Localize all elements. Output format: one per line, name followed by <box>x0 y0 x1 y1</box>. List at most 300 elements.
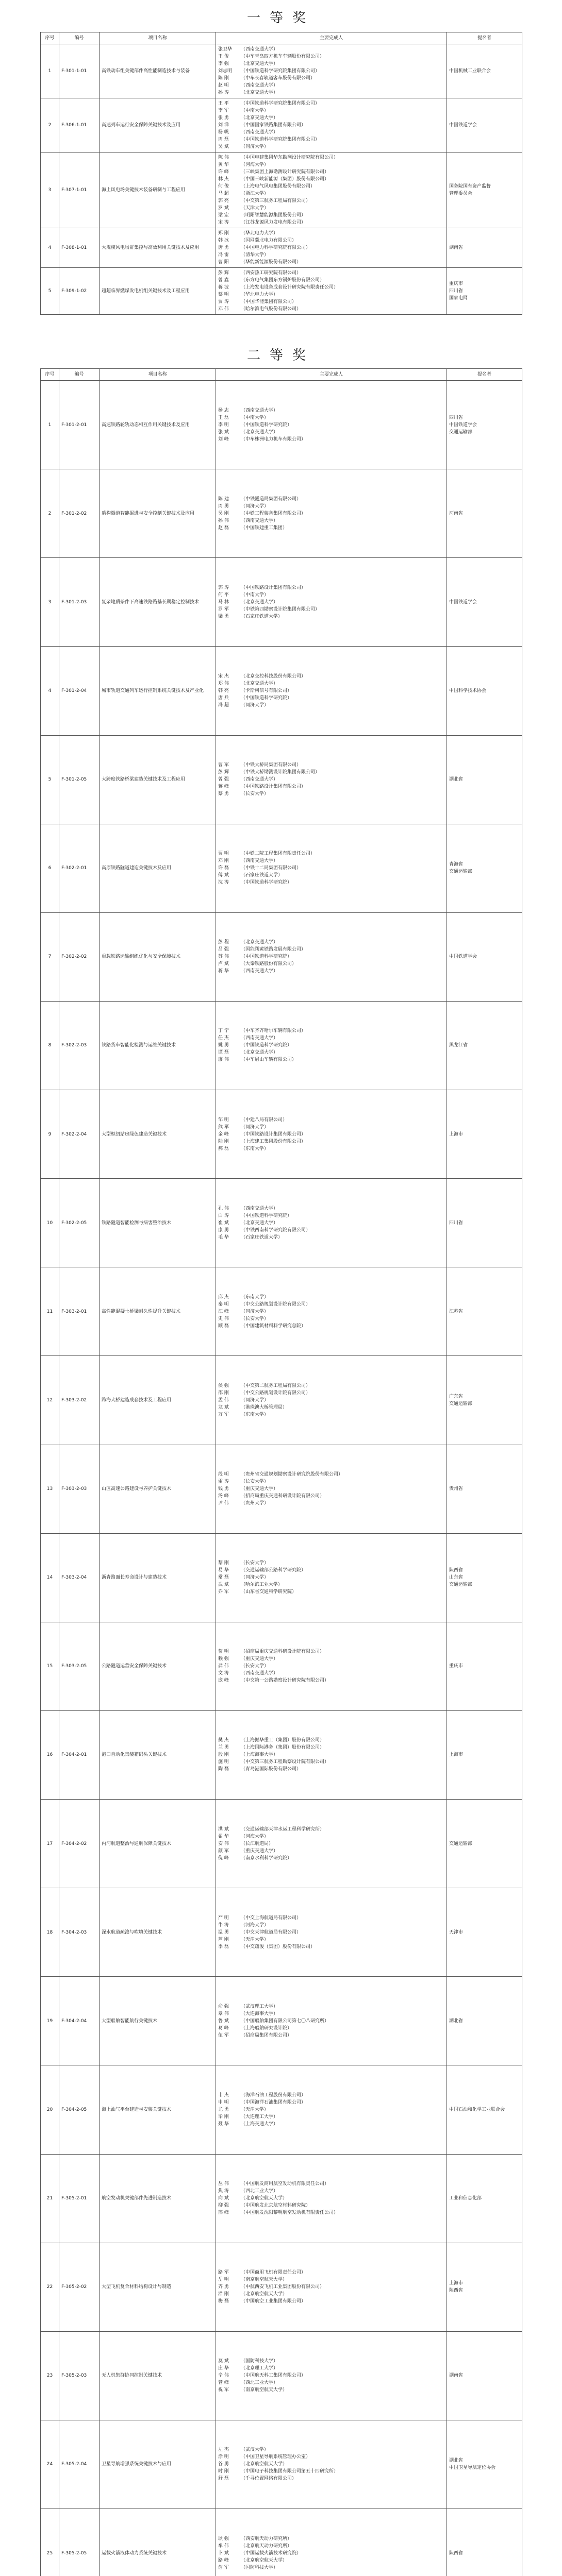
table-row <box>41 2331 522 2420</box>
person-entry <box>218 306 444 313</box>
main-people <box>216 1533 447 1622</box>
person-entry <box>218 136 444 143</box>
nominator-name: 国家电网 <box>449 296 468 301</box>
nominator-name: 上海市 <box>449 2281 464 2286</box>
nominator <box>447 912 522 1001</box>
nominator-name: 交通运输部 <box>449 1401 473 1406</box>
person-name: 龙 斌 <box>218 1404 229 1410</box>
person-name: 曾 鑫 <box>218 278 229 283</box>
main-people <box>216 1800 447 1888</box>
nominator <box>447 735 522 824</box>
person-name: 汤 峰 <box>218 1494 229 1499</box>
project-name: 高速列车运行安全保障关键技术及应用 <box>100 98 216 152</box>
person-organization: （中国铁道科学研究院） <box>241 1213 292 1218</box>
person-organization: （国防科技大学） <box>241 2359 278 2364</box>
table-row <box>41 912 522 1001</box>
person-entry <box>218 1840 444 1848</box>
person-name: 沈 涛 <box>218 880 229 886</box>
person-organization: （中铁大桥局集团有限公司） <box>241 762 302 768</box>
person-organization: （江苏龙源风力发电有限公司） <box>241 220 306 225</box>
nominator <box>447 44 522 98</box>
project-name: 高性能混凝土桥梁耐久性提升关键技术 <box>100 1267 216 1356</box>
person-organization: （同济大学） <box>241 702 269 708</box>
person-name: 舒 磊 <box>218 2476 229 2482</box>
person-name: 尹 伟 <box>218 1501 229 1506</box>
person-name: 路 峰 <box>218 2557 229 2563</box>
person-organization: （中国航发沈阳黎明航空发动机有限责任公司） <box>241 2210 339 2216</box>
person-entry <box>218 865 444 872</box>
person-entry <box>218 2550 444 2557</box>
person-name: 何 俊 <box>218 184 229 189</box>
person-entry <box>218 1826 444 1833</box>
nominator <box>447 1533 522 1622</box>
person-entry <box>218 680 444 687</box>
header-project-name: 项目名称 <box>100 32 216 44</box>
person-entry <box>218 46 444 53</box>
project-code: F-303-2-03 <box>59 1445 100 1533</box>
nominator-name: 重庆市 <box>449 281 464 286</box>
project-code: F-302-2-02 <box>59 912 100 1001</box>
person-name: 彭 辉 <box>218 770 229 775</box>
person-organization: （南京水利科学研究院） <box>241 1855 292 1861</box>
person-entry <box>218 2475 444 2482</box>
person-name: 易 华 <box>218 1568 229 1573</box>
person-organization: （中交上海航道局有限公司） <box>241 1915 302 1921</box>
person-organization: （大秦铁路股份有限公司） <box>241 961 297 967</box>
nominator-name: 湖南省 <box>449 2373 464 2379</box>
person-name: 梅 磊 <box>218 2299 229 2304</box>
person-name: 罗 军 <box>218 606 229 612</box>
person-entry <box>218 702 444 709</box>
person-organization: （北京航空航天大学） <box>241 2196 288 2201</box>
person-organization: （中国航空工业集团有限公司） <box>241 2299 306 2304</box>
person-entry <box>218 190 444 197</box>
person-organization: （北京航空航天大学） <box>241 2292 288 2297</box>
person-organization: （华北电力大学） <box>241 292 278 297</box>
main-people <box>216 152 447 228</box>
person-name: 贾 涛 <box>218 299 229 304</box>
person-entry <box>218 2283 444 2291</box>
nominator-name: 黑龙江省 <box>449 1043 468 1048</box>
person-name: 聂 华 <box>218 2121 229 2127</box>
nominator <box>447 824 522 912</box>
nominator-name: 交通运输部 <box>449 869 473 875</box>
person-organization: （中国铁路设计集团有限公司） <box>241 585 306 590</box>
person-name: 赖 强 <box>218 1656 229 1662</box>
person-organization: （中南大学） <box>241 415 269 420</box>
person-entry <box>218 2535 444 2543</box>
nominator-name: 工业和信息化部 <box>449 2196 482 2201</box>
person-name: 赵 磊 <box>218 525 229 531</box>
person-organization: （上海建工集团股份有限公司） <box>241 1139 306 1144</box>
person-entry <box>218 429 444 436</box>
person-organization: （哈尔滨工业大学） <box>241 1582 283 1588</box>
person-organization: （千寻位置网络有限公司） <box>241 2476 297 2482</box>
table-row <box>41 1533 522 1622</box>
person-entry <box>218 2180 444 2188</box>
person-organization: （卡斯柯信号有限公司） <box>241 688 292 693</box>
person-name: 章 伟 <box>218 2011 229 2016</box>
person-organization: （中交天津航道局有限公司） <box>241 1929 302 1935</box>
table-row <box>41 1800 522 1888</box>
person-organization: （中国铁建重工集团） <box>241 525 288 531</box>
table-row <box>41 1445 522 1533</box>
person-name: 陈 刚 <box>218 76 229 81</box>
nominator-name: 四川省 <box>449 1220 464 1226</box>
nominator-name: 河南省 <box>449 511 464 516</box>
nominator-name: 广东省 <box>449 1394 464 1399</box>
person-organization: （港珠澳大桥管理局） <box>241 1404 288 1410</box>
nominator <box>447 1888 522 1977</box>
main-people <box>216 1710 447 1799</box>
person-name: 焦 涛 <box>218 2189 229 2194</box>
nominator <box>447 2331 522 2420</box>
main-people <box>216 381 447 469</box>
main-people <box>216 2509 447 2576</box>
person-entry <box>218 1145 444 1153</box>
person-name: 罗 斌 <box>218 206 229 211</box>
person-entry <box>218 60 444 67</box>
project-name: 内河航道整治与通航保障关键技术 <box>100 1800 216 1888</box>
second-prize-table <box>40 368 522 2576</box>
project-name: 航空发动机关键部件先进制造技术 <box>100 2154 216 2243</box>
main-people <box>216 1977 447 2065</box>
project-code: F-302-2-03 <box>59 1001 100 1090</box>
person-organization: （上海船舶研究设计院） <box>241 2025 292 2031</box>
person-organization: （长安大学） <box>241 791 269 797</box>
person-name: 丁 宁 <box>218 1028 229 1034</box>
person-organization: （北京理工大学） <box>241 2366 278 2371</box>
person-organization: （河海大学） <box>241 1834 269 1839</box>
person-name: 樊 杰 <box>218 1738 229 1743</box>
person-name: 傅 斌 <box>218 873 229 878</box>
person-name: 彭 辉 <box>218 270 229 276</box>
person-entry <box>218 2543 444 2550</box>
person-name: 卢 斌 <box>218 961 229 967</box>
nominator-name: 中国铁道学会 <box>449 422 477 428</box>
person-name: 黄 华 <box>218 162 229 167</box>
person-organization: （中国卫星导航系统管理办公室） <box>241 2454 311 2460</box>
person-organization: （交通运输部公路科学研究院） <box>241 1568 306 1573</box>
person-entry <box>218 1493 444 1500</box>
person-organization: （西南交通大学） <box>241 1206 278 1211</box>
person-entry <box>218 2446 444 2453</box>
person-entry <box>218 2106 444 2113</box>
person-entry <box>218 1848 444 1855</box>
person-name: 郭 亮 <box>218 198 229 204</box>
person-entry <box>218 2453 444 2461</box>
person-name: 吕 强 <box>218 947 229 953</box>
person-entry <box>218 2092 444 2099</box>
project-name: 海上风电场关键技术装备研制与工程应用 <box>100 152 216 228</box>
person-organization: （中国铁道科学研究院） <box>241 880 292 886</box>
table-header-row <box>41 369 522 381</box>
person-name: 廖 伟 <box>218 1057 229 1063</box>
person-organization: （大连海事大学） <box>241 2011 278 2016</box>
main-people <box>216 1090 447 1179</box>
person-entry <box>218 1301 444 1308</box>
project-code: F-302-2-05 <box>59 1179 100 1267</box>
person-name: 李 强 <box>218 61 229 66</box>
person-entry <box>218 606 444 613</box>
person-organization: （西南交通大学） <box>241 1036 278 1041</box>
person-name: 龚 伟 <box>218 1664 229 1669</box>
person-name: 蒋 波 <box>218 285 229 290</box>
person-entry <box>218 1588 444 1596</box>
person-name: 史 伟 <box>218 1316 229 1321</box>
project-name: 大型枢纽站房绿色建造关键技术 <box>100 1090 216 1179</box>
person-entry <box>218 783 444 790</box>
person-name: 顾 磊 <box>218 1323 229 1329</box>
nominator-name: 山东省 <box>449 1575 464 1581</box>
person-entry <box>218 517 444 524</box>
person-organization: （中车眉山车辆有限公司） <box>241 1057 297 1063</box>
person-organization: （重庆交通大学） <box>241 1848 278 1854</box>
person-organization: （中交疏浚（集团）股份有限公司） <box>241 1944 316 1950</box>
person-organization: （中国铁道科学研究院集团有限公司） <box>241 69 320 74</box>
nominator <box>447 1800 522 1888</box>
nominator <box>447 1090 522 1179</box>
person-organization: （北京交通大学） <box>241 1220 278 1226</box>
person-organization: （上海国际港务（集团）股份有限公司） <box>241 1745 325 1751</box>
person-organization: （重庆交通大学） <box>241 1656 278 1662</box>
person-organization: （中车长春轨道客车股份有限公司） <box>241 76 316 81</box>
row-number: 5 <box>41 268 59 315</box>
person-entry <box>218 1737 444 1744</box>
person-entry <box>218 2276 444 2283</box>
row-number: 3 <box>41 558 59 647</box>
person-entry <box>218 2372 444 2379</box>
project-name: 铁路隧道智能检测与病害整治技术 <box>100 1179 216 1267</box>
person-name: 陈 伟 <box>218 155 229 160</box>
person-name: 管 峰 <box>218 2380 229 2386</box>
person-entry <box>218 1936 444 1943</box>
project-code: F-306-1-01 <box>59 98 100 152</box>
person-organization: （武汉大学） <box>241 2447 269 2453</box>
nominator-name: 交通运输部 <box>449 1582 473 1588</box>
person-organization: （西南交通大学） <box>241 83 278 88</box>
person-entry <box>218 591 444 599</box>
person-name: 张 勇 <box>218 115 229 121</box>
nominator-name: 国务院国有资产监督 <box>449 184 491 189</box>
person-entry <box>218 67 444 75</box>
person-entry <box>218 613 444 620</box>
main-people <box>216 824 447 912</box>
person-name: 蒋 峰 <box>218 784 229 790</box>
person-name: 柳 强 <box>218 2203 229 2209</box>
table-row <box>41 824 522 912</box>
person-organization: （中国铁道科学研究院集团有限公司） <box>241 101 320 106</box>
person-organization: （上海海事大学） <box>241 1752 278 1758</box>
person-entry <box>218 2010 444 2018</box>
row-number: 7 <box>41 912 59 1001</box>
person-name: 文 涛 <box>218 1671 229 1676</box>
nominator-name: 贵州省 <box>449 1486 464 1492</box>
person-name: 颜 军 <box>218 1848 229 1854</box>
person-entry <box>218 2564 444 2571</box>
first-prize-title: 一等奖 <box>246 10 315 26</box>
person-organization: （西南交通大学） <box>241 777 278 783</box>
person-organization: （中国电子科技集团有限公司第五十四研究所） <box>241 2469 339 2475</box>
project-code: F-301-2-03 <box>59 558 100 647</box>
person-organization: （天津大学） <box>241 1937 269 1942</box>
second-prize-title: 二等奖 <box>246 348 315 363</box>
project-code: F-304-2-03 <box>59 1888 100 1977</box>
project-name: 大型船舶智能航行关键技术 <box>100 1977 216 2065</box>
table-row <box>41 2509 522 2576</box>
table-row <box>41 1090 522 1179</box>
person-name: 崔 斌 <box>218 1220 229 1226</box>
person-entry <box>218 1677 444 1684</box>
person-name: 邹 明 <box>218 1117 229 1123</box>
person-entry <box>218 968 444 975</box>
person-organization: （北京交通大学） <box>241 429 278 435</box>
person-name: 宋 杰 <box>218 673 229 679</box>
person-entry <box>218 1116 444 1124</box>
person-name: 莫 斌 <box>218 2359 229 2364</box>
person-name: 洪 斌 <box>218 1826 229 1832</box>
person-name: 姚 勇 <box>218 1043 229 1048</box>
person-organization: （国能朔黄铁路发展有限公司） <box>241 947 306 953</box>
person-organization: （中国三峡新能源（集团）股份有限公司） <box>241 177 329 182</box>
project-code: F-308-1-01 <box>59 228 100 268</box>
person-entry <box>218 1389 444 1397</box>
project-name: 大型飞机复合材料结构设计与制造 <box>100 2243 216 2331</box>
person-name: 周 磊 <box>218 137 229 142</box>
person-name: 蔡 明 <box>218 292 229 297</box>
person-organization: （中交第三航务工程勘察设计院有限公司） <box>241 1759 329 1765</box>
table-row <box>41 735 522 824</box>
nominator-name: 湖南省 <box>449 245 464 250</box>
person-entry <box>218 291 444 298</box>
person-organization: （华能新能源股份有限公司） <box>241 260 302 265</box>
project-code: F-301-2-04 <box>59 647 100 735</box>
nominator <box>447 2243 522 2331</box>
project-code: F-305-2-03 <box>59 2331 100 2420</box>
person-entry <box>218 1124 444 1131</box>
person-entry <box>218 694 444 702</box>
person-name: 梁 勇 <box>218 614 229 619</box>
nominator-name: 陕西省 <box>449 1568 464 1573</box>
project-name: 大跨度铁路桥梁建造关键技术及工程应用 <box>100 735 216 824</box>
row-number: 17 <box>41 1800 59 1888</box>
table-row <box>41 228 522 268</box>
row-number: 25 <box>41 2509 59 2576</box>
person-entry <box>218 2379 444 2386</box>
person-organization: （同济大学） <box>241 1124 269 1130</box>
person-organization: （明阳智慧能源集团股份公司） <box>241 213 306 218</box>
row-number: 14 <box>41 1533 59 1622</box>
person-name: 谭 磊 <box>218 1050 229 1056</box>
nominator <box>447 1356 522 1445</box>
nominator <box>447 268 522 315</box>
nominator <box>447 98 522 152</box>
person-entry <box>218 2032 444 2039</box>
person-name: 万 军 <box>218 1412 229 1417</box>
table-row <box>41 1356 522 1445</box>
nominator-name: 天津市 <box>449 1929 464 1935</box>
row-number: 13 <box>41 1445 59 1533</box>
row-number: 23 <box>41 2331 59 2420</box>
person-organization: （中国电力科学研究院有限公司） <box>241 245 311 250</box>
project-code: F-301-2-02 <box>59 469 100 558</box>
table-row <box>41 1267 522 1356</box>
person-organization: （长安大学） <box>241 1316 269 1321</box>
nominator <box>447 152 522 228</box>
nominator-name: 交通运输部 <box>449 1841 473 1846</box>
main-people <box>216 1445 447 1533</box>
row-number: 6 <box>41 824 59 912</box>
person-organization: （北京航空航天大学） <box>241 2557 288 2563</box>
nominator-name: 湖北省 <box>449 777 464 783</box>
person-entry <box>218 1219 444 1227</box>
person-name: 郑 刚 <box>218 231 229 236</box>
project-code: F-303-2-01 <box>59 1267 100 1356</box>
person-entry <box>218 2468 444 2475</box>
person-entry <box>218 414 444 421</box>
nominator-name: 中国机械工业联合会 <box>449 69 491 74</box>
person-organization: （长安大学） <box>241 1561 269 1566</box>
person-organization: （长安大学） <box>241 1664 269 1669</box>
person-name: 严 明 <box>218 1915 229 1921</box>
nominator-name: 中国科学技术协会 <box>449 688 487 693</box>
project-name: 复杂地质条件下高速铁路路基长期稳定控制技术 <box>100 558 216 647</box>
person-entry <box>218 1574 444 1581</box>
header-code: 编号 <box>59 369 100 381</box>
main-people <box>216 1622 447 1710</box>
person-entry <box>218 1744 444 1751</box>
header-no: 序号 <box>41 32 59 44</box>
person-name: 孔 伟 <box>218 1206 229 1211</box>
project-name: 无人机集群协同控制关键技术 <box>100 2331 216 2420</box>
person-entry <box>218 82 444 89</box>
person-name: 王 磊 <box>218 415 229 420</box>
row-number: 12 <box>41 1356 59 1445</box>
person-entry <box>218 107 444 114</box>
person-entry <box>218 251 444 259</box>
person-entry <box>218 1056 444 1063</box>
person-name: 白 涛 <box>218 1213 229 1218</box>
person-name: 郭 涛 <box>218 585 229 590</box>
person-organization: （中铁第四勘察设计院集团有限公司） <box>241 606 320 612</box>
person-organization: （上海发电设备成套设计研究院有限责任公司） <box>241 285 339 290</box>
person-organization: （东南大学） <box>241 1146 269 1151</box>
person-organization: （北京交通大学） <box>241 940 278 945</box>
nominator <box>447 1267 522 1356</box>
project-name: 卫星导航增强系统关键技术与应用 <box>100 2420 216 2509</box>
person-name: 殷 刚 <box>218 1752 229 1758</box>
person-entry <box>218 584 444 591</box>
person-name: 邓 伟 <box>218 307 229 312</box>
person-organization: （西安航天动力研究所） <box>241 2536 292 2541</box>
person-organization: （中交公路规划设计院有限公司） <box>241 1390 311 1396</box>
person-organization: （中南大学） <box>241 108 269 113</box>
person-entry <box>218 1655 444 1663</box>
person-name: 贺 明 <box>218 1649 229 1655</box>
person-name: 贾 明 <box>218 851 229 857</box>
row-number: 2 <box>41 469 59 558</box>
person-organization: （石家庄铁道大学） <box>241 873 283 878</box>
person-name: 施 明 <box>218 1759 229 1765</box>
main-people <box>216 469 447 558</box>
person-name: 黎 刚 <box>218 1561 229 1566</box>
project-code: F-305-2-05 <box>59 2509 100 2576</box>
person-entry <box>218 1478 444 1485</box>
project-name: 铁路货车智能化检测与运维关键技术 <box>100 1001 216 1090</box>
person-name: 赵 明 <box>218 83 229 88</box>
person-entry <box>218 1855 444 1862</box>
person-name: 李 明 <box>218 422 229 428</box>
